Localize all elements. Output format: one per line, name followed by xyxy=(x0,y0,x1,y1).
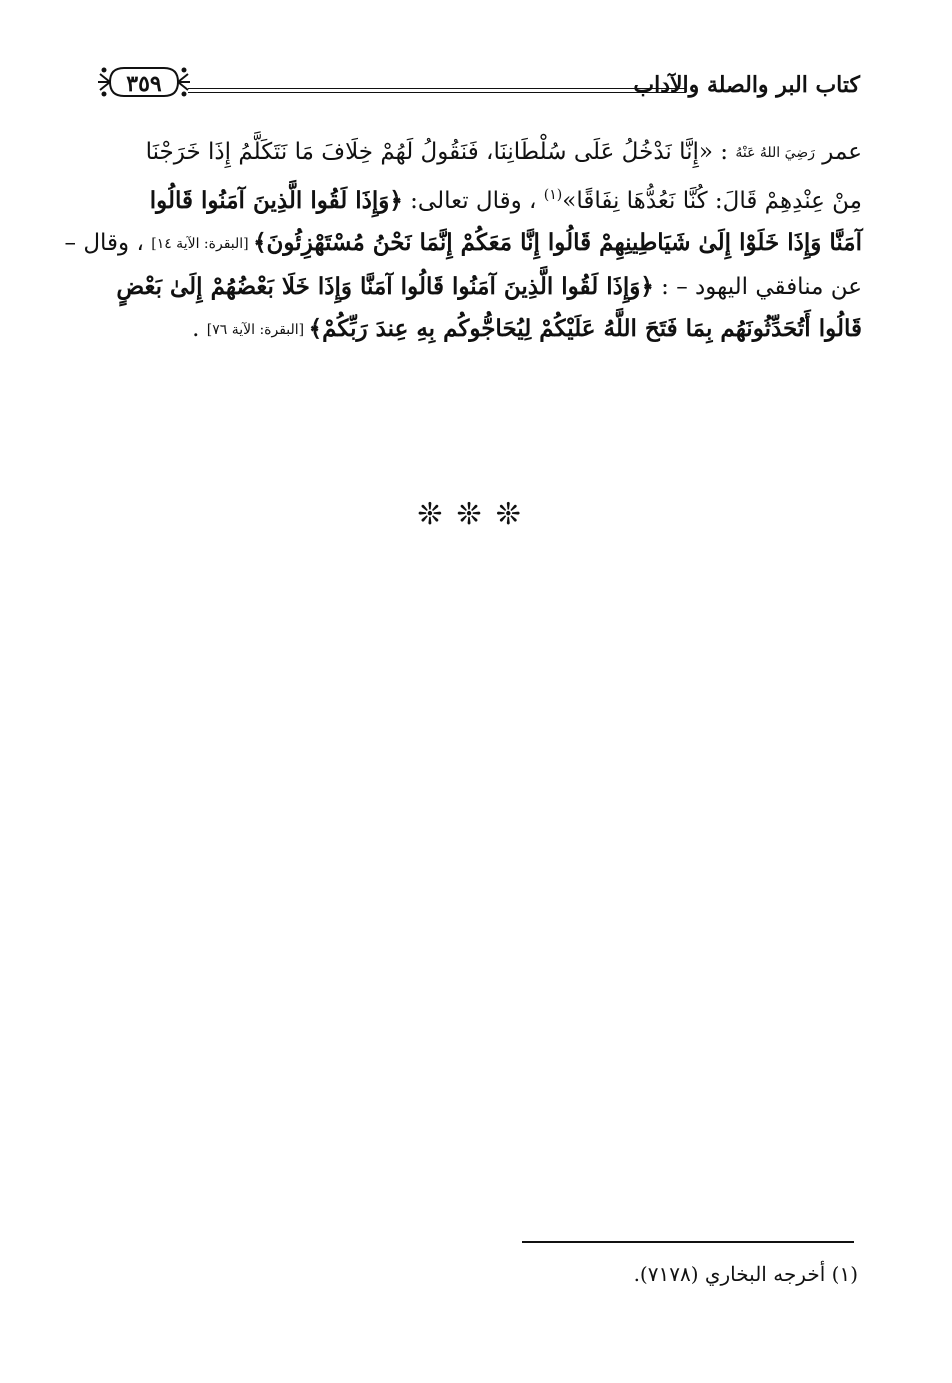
text-run: : «إِنَّا نَدْخُلُ عَلَى سُلْطَانِنَا، فَنَقُولُ لَهُمْ خِلَافَ مَا نَتَكَلَّمُ إِذَا خَرَجْنَا xyxy=(145,139,736,165)
text-run: مِنْ عِنْدِهِمْ قَالَ: كُنَّا نَعُدُّهَا نِفَاقًا» xyxy=(562,187,862,214)
quran-verse: ﴿وَإِذَا لَقُوا الَّذِينَ آمَنُوا قَالُوا آمَنَّا وَإِذَا خَلَا بَعْضُهُمْ إِلَىٰ بَعْضٍ xyxy=(116,272,654,300)
text-line xyxy=(92,132,862,175)
flower-ornament-icon: ❊ xyxy=(495,497,535,532)
quran-verse: قَالُوا أَتُحَدِّثُونَهُم بِمَا فَتَحَ اللَّهُ عَلَيْكُمْ لِيُحَاجُّوكُم بِهِ عِندَ رَبِّكُمْ﴾ xyxy=(308,315,862,343)
text-line xyxy=(92,308,862,352)
text-run: . xyxy=(192,316,207,343)
body-text xyxy=(64,132,862,352)
verse-reference: [البقرة: الآية ١٤] xyxy=(151,236,254,253)
verse-reference: رَضِيَ اللهُ عَنْهُ xyxy=(735,145,815,161)
flower-ornament-icon: ❊ xyxy=(456,497,496,532)
header-rule xyxy=(188,88,686,93)
quran-verse: آمَنَّا وَإِذَا خَلَوْا إِلَىٰ شَيَاطِينِهِمْ قَالُوا إِنَّا مَعَكُمْ إِنَّمَا نَحْنُ مُسْتَهْزِئُونَ﴾ xyxy=(253,229,862,257)
text-line xyxy=(92,266,862,309)
footnote-separator xyxy=(522,1241,854,1243)
footnote: (١) أخرجه البخاري (٧١٧٨). xyxy=(633,1262,858,1286)
text-run: ، وقال – xyxy=(64,230,152,257)
text-run: عمر xyxy=(814,139,862,165)
verse-reference: [البقرة: الآية ٧٦] xyxy=(206,322,309,339)
text-line xyxy=(64,222,862,266)
text-run: ، وقال تعالى: xyxy=(402,187,544,214)
flower-ornament-icon: ❊ xyxy=(417,497,457,532)
page-number: ٣٥٩ xyxy=(126,71,162,97)
text-line xyxy=(92,175,862,223)
footnote-marker: (١) xyxy=(543,186,563,203)
quran-verse: ﴿وَإِذَا لَقُوا الَّذِينَ آمَنُوا قَالُوا xyxy=(149,186,403,214)
book-title: كتاب البر والصلة والآداب xyxy=(633,72,860,98)
running-header xyxy=(96,58,866,102)
page-number-frame xyxy=(96,62,192,102)
section-end-ornament xyxy=(0,497,952,532)
text-run: عن منافقي اليهود – : xyxy=(653,273,862,300)
